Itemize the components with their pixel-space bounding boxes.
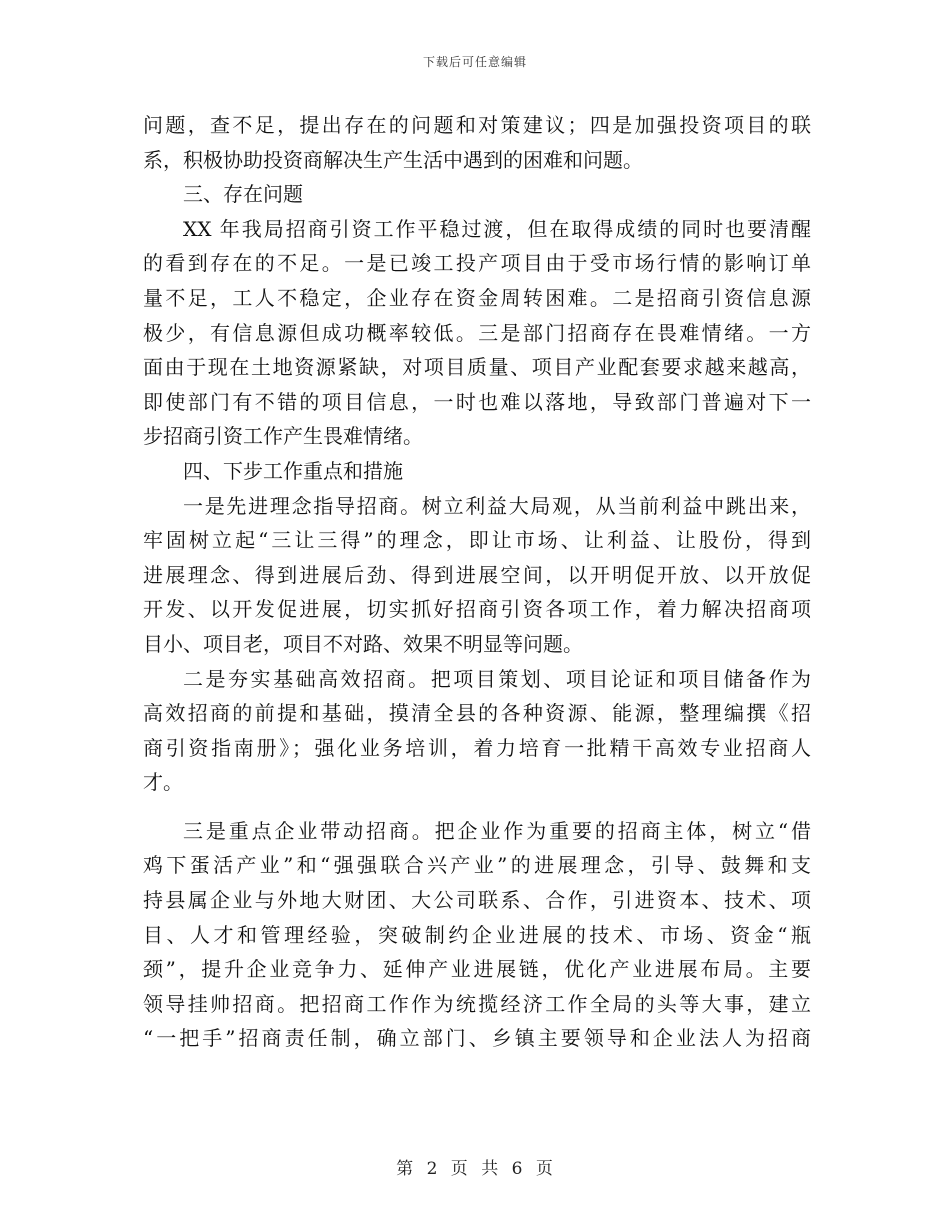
text-line: 领导挂帅招商。把招商工作作为统揽经济工作全局的头等大事，建立 [143, 991, 811, 1016]
text-line: 步招商引资工作产生畏难情绪。 [143, 424, 423, 449]
text-line: XX 年我局招商引资工作平稳过渡，但在取得成绩的同时也要清醒 [183, 216, 811, 241]
text-line: 进展理念、得到进展后劲、得到进展空间，以开明促开放、以开放促 [143, 562, 811, 587]
text-line: 持县属企业与外地大财团、大公司联系、合作，引进资本、技术、项 [143, 888, 811, 913]
text-line: 问题，查不足，提出存在的问题和对策建议；四是加强投资项目的联 [143, 113, 811, 137]
header-note: 下载后可任意编辑 [422, 55, 527, 69]
text-line: 即使部门有不错的项目信息，一时也难以落地，导致部门普遍对下一 [143, 389, 811, 414]
text-line: “一把手”招商责任制，确立部门、乡镇主要领导和企业法人为招商 [143, 1026, 811, 1051]
text-line: 目小、项目老，项目不对路、效果不明显等问题。 [143, 631, 583, 656]
text-line: 鸡下蛋活产业”和“强强联合兴产业”的进展理念，引导、鼓舞和支 [143, 853, 811, 878]
text-line: 极少，有信息源但成功概率较低。三是部门招商存在畏难情绪。一方 [143, 320, 811, 345]
text-line: 才。 [143, 770, 183, 795]
text-line: 牢固树立起“三让三得”的理念，即让市场、让利益、让股份，得到 [143, 528, 811, 553]
text-line: 开发、以开发促进展，切实抓好招商引资各项工作，着力解决招商项 [143, 597, 811, 622]
text-line: 系，积极协助投资商解决生产生活中遇到的困难和问题。 [143, 147, 643, 172]
section-heading: 三、存在问题 [183, 182, 303, 207]
document-body [143, 108, 811, 1056]
text-line: 量不足，工人不稳定，企业存在资金周转困难。二是招商引资信息源 [143, 285, 811, 310]
text-line: 三是重点企业带动招商。把企业作为重要的招商主体，树立“借 [183, 818, 811, 843]
text-line: 目、人才和管理经验，突破制约企业进展的技术、市场、资金“瓶 [143, 922, 811, 947]
text-line: 面由于现在土地资源紧缺，对项目质量、项目产业配套要求越来越高， [143, 355, 811, 380]
text-line: 的看到存在的不足。一是已竣工投产项目由于受市场行情的影响订单 [143, 251, 811, 276]
text-line: 一是先进理念指导招商。树立利益大局观，从当前利益中跳出来， [183, 493, 811, 518]
text-line: 颈”，提升企业竞争力、延伸产业进展链，优化产业进展布局。主要 [143, 957, 811, 982]
text-line: 高效招商的前提和基础，摸清全县的各种资源、能源，整理编撰《招 [143, 701, 811, 726]
text-line: 二是夯实基础高效招商。把项目策划、项目论证和项目储备作为 [183, 666, 811, 691]
section-heading: 四、下步工作重点和措施 [183, 458, 403, 483]
page-number: 第 2 页 共 6 页 [396, 1159, 554, 1179]
text-line: 商引资指南册》；强化业务培训，着力培育一批精干高效专业招商人 [143, 735, 811, 760]
